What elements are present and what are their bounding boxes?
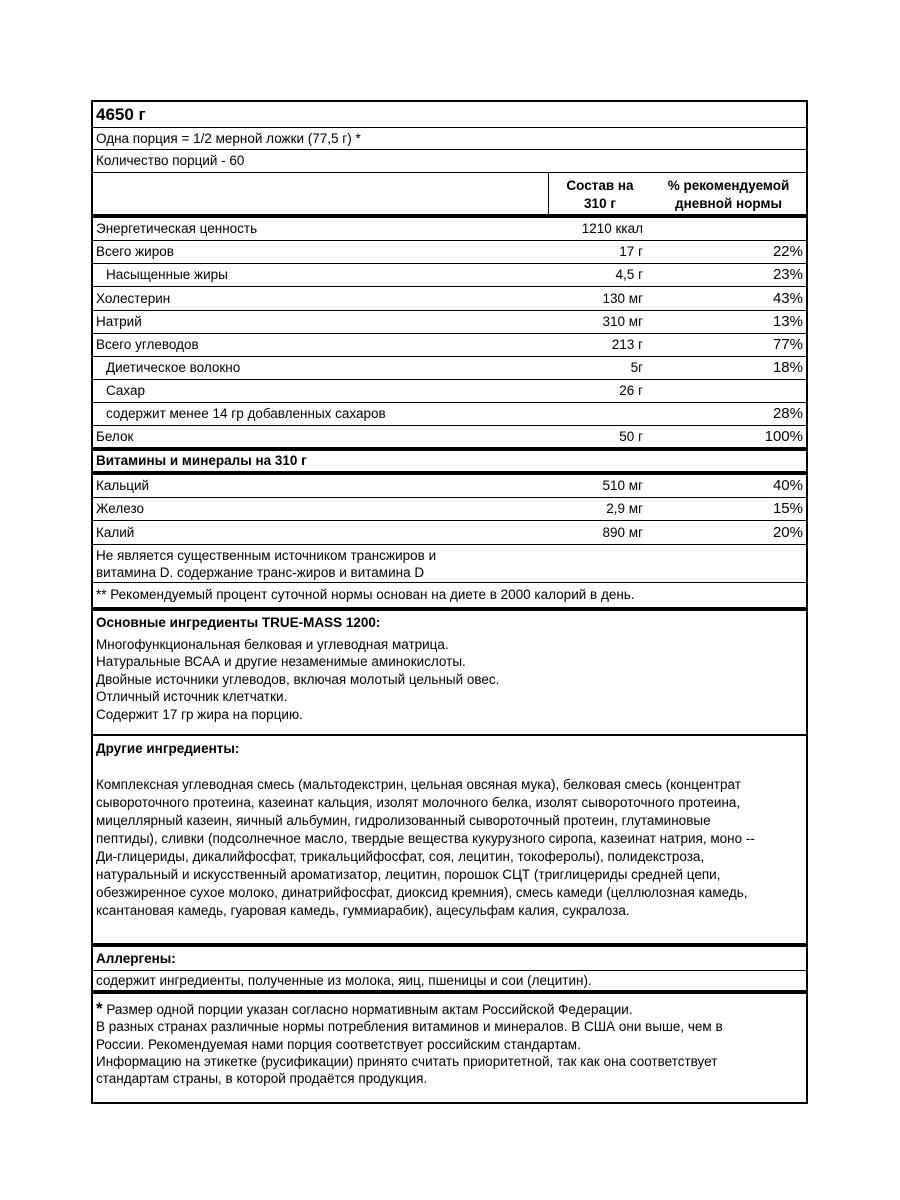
vitamins-heading: Витамины и минералы на 310 г bbox=[96, 453, 307, 468]
allergens-text: содержит ингредиенты, полученные из молока, яиц, пшеницы и сои (лецитин). bbox=[96, 972, 592, 988]
serving-size: Одна порция = 1/2 мерной ложки (77,5 г) * bbox=[96, 130, 361, 146]
footnote-line: России. Рекомендуемая нами порция соответствует российским стандартам. bbox=[96, 1036, 581, 1052]
nutrient-row: Энергетическая ценность 1210 ккал bbox=[93, 218, 806, 241]
servings-count-row bbox=[93, 150, 806, 173]
footnote-line: стандартам страны, в которой продаётся продукция. bbox=[96, 1071, 428, 1087]
other-ingredients-section bbox=[93, 736, 806, 947]
other-ingredient-line: ксантановая камедь, гуаровая камедь, гуммиарабик), ацесульфам калия, сукралоза. bbox=[96, 903, 630, 918]
nutrient-row: Всего жиров 17 г 22% bbox=[93, 241, 806, 264]
main-ingredient-line: Многофункциональная белковая и углеводная матрица. bbox=[96, 636, 449, 652]
other-ingredient-line: пептиды), сливки (подсолнечное масло, твердые вещества кукурузного сиропа, казеинат натрия, моно -- bbox=[96, 831, 755, 846]
main-ingredient-line: Натуральные ВСАА и другие незаменимые аминокислоты. bbox=[96, 654, 466, 669]
product-weight: 4650 г bbox=[96, 104, 146, 124]
nutrient-row: Насыщенные жиры 4,5 г 23% bbox=[93, 264, 806, 287]
trans-fat-note: Не является существенным источником трансжиров и витамина D. содержание транс-жиров и витамина D bbox=[93, 545, 806, 583]
nutrient-row: Холестерин 130 мг 43% bbox=[93, 287, 806, 311]
other-ingredient-line: Ди-глицериды, дикалийфосфат, трикальцийфосфат, соя, лецитин, токоферолы), полидекстроза, bbox=[96, 849, 705, 864]
nutrient-row: содержит менее 14 гр добавленных сахаров 28% bbox=[93, 403, 806, 426]
allergens-heading-row bbox=[93, 947, 806, 971]
other-ingredient-line: сывороточного протеина, казеинат кальция, изолят молочного белка, изолят сывороточного протеина, bbox=[96, 795, 741, 810]
daily-value-note: ** Рекомендуемый процент суточной нормы основан на диете в 2000 калорий в день. bbox=[93, 583, 806, 611]
servings-count: Количество порций - 60 bbox=[96, 153, 245, 168]
footnote-section: * Размер одной порции указан согласно нормативным актам Российской Федерации. В разных странах различные нормы потребления витаминов и минералов. В США они выше, чем в России. Рекомендуемая нами порция соответствует российским стандартам. Информацию на этикетке (русификации) принято считать приоритетной, так как она соответствует стандартам страны, в которой продаётся продукция. bbox=[93, 994, 806, 1102]
nutrient-row: Натрий 310 мг 13% bbox=[93, 311, 806, 334]
column-header-row bbox=[93, 173, 806, 218]
footnote-asterisk: * bbox=[96, 999, 103, 1018]
nutrition-label bbox=[91, 100, 808, 1104]
nutrient-list bbox=[93, 218, 806, 451]
other-ingredients-heading: Другие ингредиенты: bbox=[96, 741, 240, 756]
other-ingredient-line: Комплексная углеводная смесь (мальтодекстрин, цельная овсяная мука), белковая смесь (концентрат bbox=[96, 777, 741, 792]
main-ingredients-section bbox=[93, 611, 806, 736]
vitamins-heading-row bbox=[93, 451, 806, 475]
amount-column-header: Состав на 310 г bbox=[566, 178, 634, 211]
nutrient-row: Сахар 26 г bbox=[93, 380, 806, 403]
main-ingredient-line: Отличный источник клетчатки. bbox=[96, 689, 288, 704]
product-weight-row bbox=[93, 102, 806, 128]
other-ingredient-line: натуральный и искусственный ароматизатор, лецитин, порошок СЦТ (триглицериды средней цепи, bbox=[96, 867, 721, 882]
footnote-line: Информацию на этикетке (русификации) принято считать приоритетной, так как она соответствует bbox=[96, 1053, 718, 1069]
nutrient-row: Диетическое волокно 5г 18% bbox=[93, 357, 806, 380]
vitamin-row: Калий 890 мг 20% bbox=[93, 521, 806, 545]
main-ingredients-heading: Основные ингредиенты TRUE-MASS 1200: bbox=[96, 615, 381, 630]
daily-value-column-header: % рекомендуемой дневной нормы bbox=[667, 178, 790, 211]
other-ingredient-line: мицеллярный казеин, яичный альбумин, гидролизованный сывороточный протеин, глутаминовые bbox=[96, 813, 711, 828]
vitamin-row: Кальций 510 мг 40% bbox=[93, 475, 806, 498]
main-ingredient-line: Содержит 17 гр жира на порцию. bbox=[96, 706, 303, 722]
allergens-row bbox=[93, 971, 806, 994]
vitamin-row: Железо 2,9 мг 15% bbox=[93, 498, 806, 521]
nutrient-row: Всего углеводов 213 г 77% bbox=[93, 334, 806, 357]
main-ingredient-line: Двойные источники углеводов, включая молотый цельный овес. bbox=[96, 671, 500, 687]
footnote-line: В разных странах различные нормы потребления витаминов и минералов. В США они выше, чем в bbox=[96, 1019, 723, 1035]
nutrient-row: Белок 50 г 100% bbox=[93, 426, 806, 451]
serving-size-row bbox=[93, 128, 806, 150]
allergens-heading: Аллергены: bbox=[96, 950, 176, 966]
other-ingredient-line: обезжиренное сухое молоко, динатрийфосфат, диоксид кремния), смесь камеди (целлюлозная камедь, bbox=[96, 885, 748, 900]
